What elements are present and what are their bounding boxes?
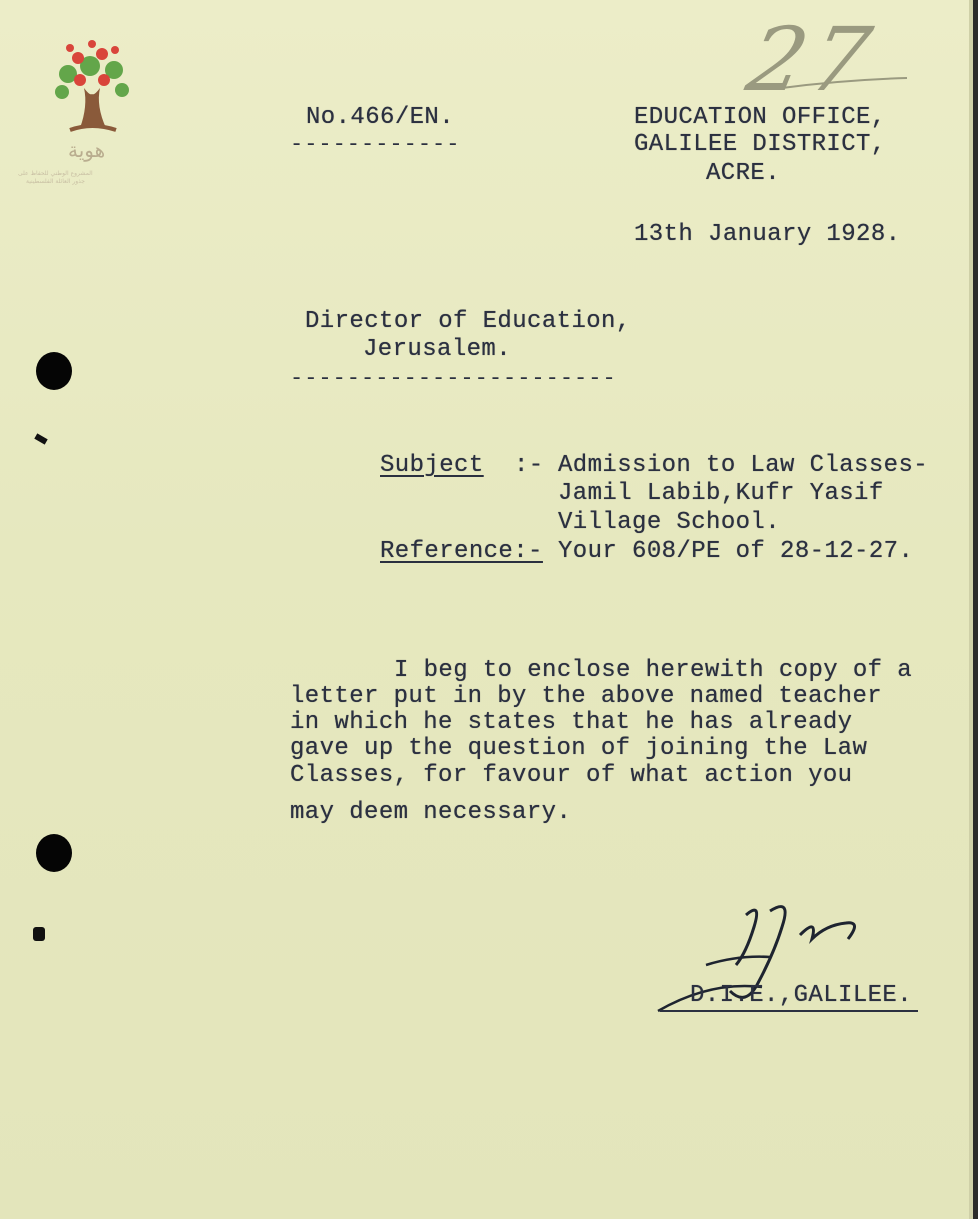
page-number-strike-icon	[742, 18, 942, 108]
body-line3: in which he states that he has already	[290, 709, 853, 736]
signature-underline	[660, 1010, 918, 1012]
logo-caption-line1: المشروع الوطني للحفاظ على	[18, 170, 93, 177]
page-number-text: 27	[739, 8, 886, 111]
handwritten-page-number	[739, 8, 942, 111]
subject-line2: Jamil Labib,Kufr Yasif	[558, 480, 884, 507]
reference-number: No.466/EN.	[306, 104, 455, 131]
page-edge	[973, 0, 978, 1219]
reference-number-rule: ------------	[290, 132, 461, 157]
reference-text: Your 608/PE of 28-12-27.	[558, 538, 914, 565]
punch-hole-top	[36, 352, 72, 390]
letter-date: 13th January 1928.	[634, 221, 901, 248]
body-line4: gave up the question of joining the Law	[290, 735, 868, 762]
office-line1: EDUCATION OFFICE,	[634, 104, 886, 131]
subject-label: Subject	[380, 452, 484, 479]
reference-label: Reference:-	[380, 538, 543, 565]
logo-arabic-name: هوية	[68, 138, 106, 162]
speck-bottom	[33, 927, 45, 941]
recipient-line2: Jerusalem.	[363, 336, 512, 363]
punch-hole-bottom	[36, 834, 72, 872]
subject-line3: Village School.	[558, 509, 781, 536]
recipient-line1: Director of Education,	[305, 308, 631, 335]
archive-logo	[18, 36, 150, 186]
signature-title: D.I.E.,GALILEE.	[690, 982, 913, 1009]
body-line1: I beg to enclose herewith copy of a	[394, 657, 913, 684]
office-line2: GALILEE DISTRICT,	[634, 131, 886, 158]
logo-caption-line2: جذور العائلة الفلسطينية	[26, 178, 85, 185]
body-line6: may deem necessary.	[290, 799, 572, 826]
recipient-rule: -----------------------	[290, 366, 617, 391]
subject-line1: Admission to Law Classes-	[558, 452, 929, 479]
speck-top	[34, 433, 47, 444]
body-line5: Classes, for favour of what action you	[290, 762, 853, 789]
body-line2: letter put in by the above named teacher	[290, 683, 883, 710]
subject-separator: :-	[514, 452, 544, 479]
office-line3: ACRE.	[706, 160, 781, 187]
tree-logo-icon	[40, 36, 150, 141]
